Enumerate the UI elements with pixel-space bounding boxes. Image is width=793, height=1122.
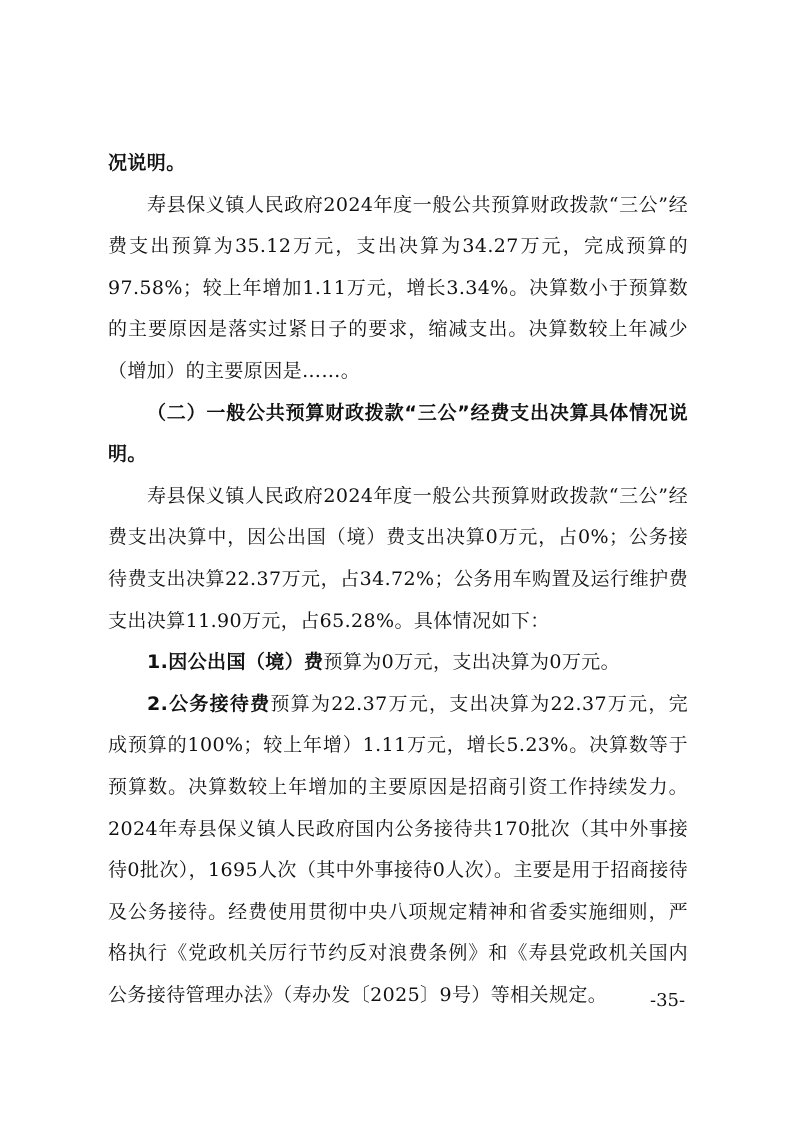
section-heading-2: （二）一般公共预算财政拨款“三公”经费支出决算具体情况说明。 — [108, 401, 688, 466]
paragraph-overseas-travel — [108, 642, 688, 684]
body-text — [108, 143, 688, 1016]
paragraph-total-overview: 寿县保义镇人民政府2024年度一般公共预算财政拨款“三公”经费支出预算为35.12万元，支出决算为34.27万元，完成预算的97.58%；较上年增加1.11万元，增长3.34%。决算数小于预算数的主要原因是落实过紧日子的要求，缩减支出。决算数较上年减少（增加）的主要原因是……。 — [108, 193, 688, 382]
reception-label: 2.公务接待费 — [147, 692, 271, 715]
overseas-travel-label: 1.因公出国（境）费 — [147, 651, 324, 674]
paragraph-reception — [108, 684, 688, 1017]
reception-text: 预算为22.37万元，支出决算为22.37万元，完成预算的100%；较上年增）1.11万元，增长5.23%。决算数等于预算数。决算数较上年增加的主要原因是招商引资工作持续发力。2024年寿县保义镇人民政府国内公务接待共170批次（其中外事接待0批次），1695人次（其中外事接待0人次）。主要是用于招商接待及公务接待。经费使用贯彻中央八项规定精神和省委实施细则，严格执行《党政机关厉行节约反对浪费条例》和《寿县党政机关国内公务接待管理办法》（寿办发〔2025〕9号）等相关规定。 — [108, 692, 688, 1006]
paragraph-breakdown: 寿县保义镇人民政府2024年度一般公共预算财政拨款“三公”经费支出决算中，因公出国（境）费支出决算0万元，占0%；公务接待费支出决算22.37万元，占34.72%；公务用车购置及运行维护费支出决算11.90万元，占65.28%。具体情况如下： — [108, 484, 688, 632]
overseas-travel-text: 预算为0万元，支出决算为0万元。 — [323, 651, 621, 674]
page-number: -35- — [650, 990, 686, 1011]
heading-continuation: 况说明。 — [108, 152, 186, 174]
